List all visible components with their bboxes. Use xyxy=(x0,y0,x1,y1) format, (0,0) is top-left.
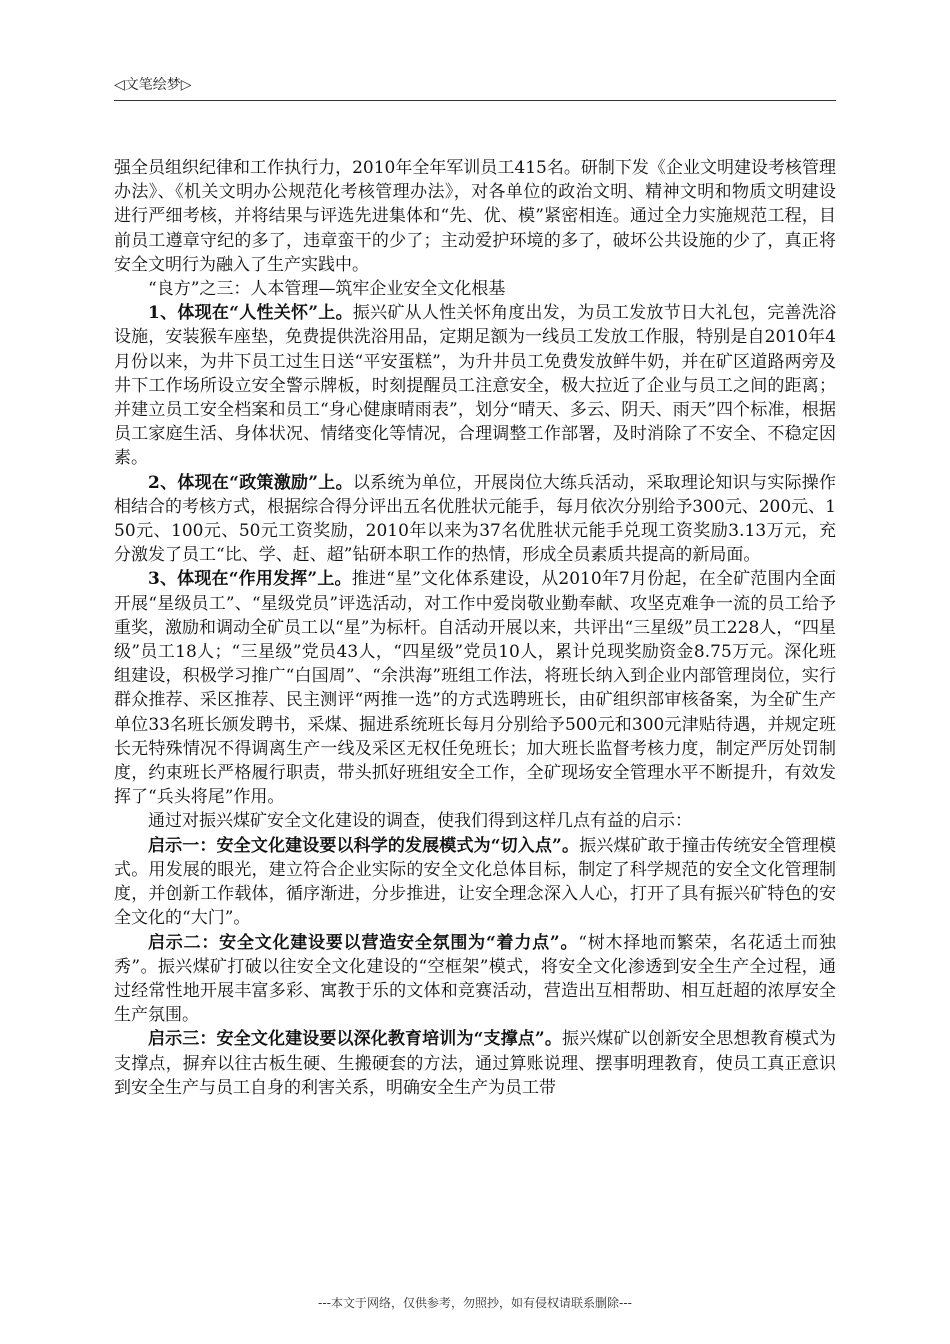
heading-text: “良方”之三：人本管理—筑牢企业安全文化根基 xyxy=(148,279,506,300)
paragraph-text: 振兴煤矿敢于撞击传统安全管理模式。用发展的眼光，建立符合企业实际的安全文化总体目标，制定了科学规范的安全文化管理制度，并创新工作载体，循序渐进，分步推进，让安全理念深入人心，打开了具有振兴矿特色的安全文化的“大门”。 xyxy=(114,835,836,929)
paragraph-text: 强全员组织纪律和工作执行力，2010年全年军训员工415名。研制下发《企业文明建设考核管理办法》、《机关文明办公规范化考核管理办法》，对各单位的政治文明、精神文明和物质文明建设进行严细考核，并将结果与评选先进集体和“先、优、模”紧密相连。通过全力实施规范工程，目前员工遵章守纪的多了，违章蛮干的少了；主动爱护环境的多了，破坏公共设施的少了，真正将安全文明行为融入了生产实践中。 xyxy=(114,158,836,275)
paragraph-2 xyxy=(114,301,836,470)
paragraph-lead: 启示三：安全文化建设要以深化教育培训为“支撑点”。 xyxy=(148,1029,562,1050)
paragraph-4 xyxy=(114,567,836,809)
paragraph-8 xyxy=(114,1027,836,1100)
paragraph-text: 振兴煤矿以创新安全思想教育模式为支撑点，摒弃以往古板生硬、生搬硬套的方法，通过算账说理、摆事明理教育，使员工真正意识到安全生产与员工自身的利害关系，明确安全生产为员工带 xyxy=(114,1029,837,1098)
paragraph-text: “树木择地而繁荣，名花适土而独秀”。振兴煤矿打破以往安全文化建设的“空框架”模式，将安全文化渗透到安全生产全过程，通过经常性地开展丰富多彩、寓教于乐的文体和竞赛活动，营造出互相帮助、相互赶超的浓厚安全生产氛围。 xyxy=(114,932,836,1026)
paragraph-lead: 启示二：安全文化建设要以营造安全氛围为“着力点”。 xyxy=(148,932,579,953)
paragraph-6 xyxy=(114,834,836,931)
paragraph-5 xyxy=(114,809,836,833)
paragraph-3 xyxy=(114,471,836,568)
paragraph-lead: 1、体现在“人性关怀”上。 xyxy=(148,303,353,324)
paragraph-lead: 2、体现在“政策激励”上。 xyxy=(148,472,353,493)
page-header xyxy=(114,72,836,101)
paragraph-text: 通过对振兴煤矿安全文化建设的调查，使我们得到这样几点有益的启示： xyxy=(148,811,692,832)
paragraph-text: 振兴矿从人性关怀角度出发，为员工发放节日大礼包，完善洗浴设施，安装猴车座垫，免费提供洗浴用品，定期足额为一线员工发放工作服，特别是自2010年4月份以来，为井下员工过生日送“平安蛋糕”，为升井员工免费发放鲜牛奶，并在矿区道路两旁及井下工作场所设立安全警示牌板，时刻提醒员工注意安全，极大拉近了企业与员工之间的距离；并建立员工安全档案和员工“身心健康晴雨表”，划分“晴天、多云、阴天、雨天”四个标准，根据员工家庭生活、身体状况、情绪变化等情况，合理调整工作部署，及时消除了不安全、不稳定因素。 xyxy=(114,303,837,469)
header-title: ◁文笔绘梦▷ xyxy=(114,77,192,93)
paragraph-7 xyxy=(114,931,836,1028)
document-body xyxy=(114,156,836,1100)
section-heading xyxy=(114,277,836,301)
page-footer: ---本文于网络，仅供参考，勿照抄，如有侵权请联系删除--- xyxy=(318,1296,632,1310)
paragraph-lead: 启示一：安全文化建设要以科学的发展模式为“切入点”。 xyxy=(148,835,580,856)
paragraph-text: 以系统为单位，开展岗位大练兵活动，采取理论知识与实际操作相结合的考核方式，根据综合得分评出五名优胜状元能手，每月依次分别给予300元、200元、150元、100元、50元工资奖励，2010年以来为37名优胜状元能手兑现工资奖励3.13万元，充分激发了员工“比、学、赶、超”钻研本职工作的热情，形成全员素质共提高的新局面。 xyxy=(114,472,837,566)
paragraph-1 xyxy=(114,156,836,277)
paragraph-lead: 3、体现在“作用发挥”上。 xyxy=(148,569,352,590)
paragraph-text: 推进“星”文化体系建设，从2010年7月份起，在全矿范围内全面开展“星级员工”、“星级党员”评选活动，对工作中爱岗敬业勤奉献、攻坚克难争一流的员工给予重奖，激励和调动全矿员工以“星”为标杆。自活动开展以来，共评出“三星级”员工228人，“四星级”员工18人；“三星级”党员43人，“四星级”党员10人，累计兑现奖励资金8.75万元。深化班组建设，积极学习推广“白国周”、“余洪海”班组工作法，将班长纳入到企业内部管理岗位，实行群众推荐、采区推荐、民主测评“两推一选”的方式选聘班长，由矿组织部审核备案，为全矿生产单位33名班长颁发聘书，采煤、掘进系统班长每月分别给予500元和300元津贴待遇，并规定班长无特殊情况不得调离生产一线及采区无权任免班长；加大班长监督考核力度，制定严厉处罚制度，约束班长严格履行职责，带头抓好班组安全工作，全矿现场安全管理水平不断提升，有效发挥了“兵头将尾”作用。 xyxy=(114,569,836,808)
